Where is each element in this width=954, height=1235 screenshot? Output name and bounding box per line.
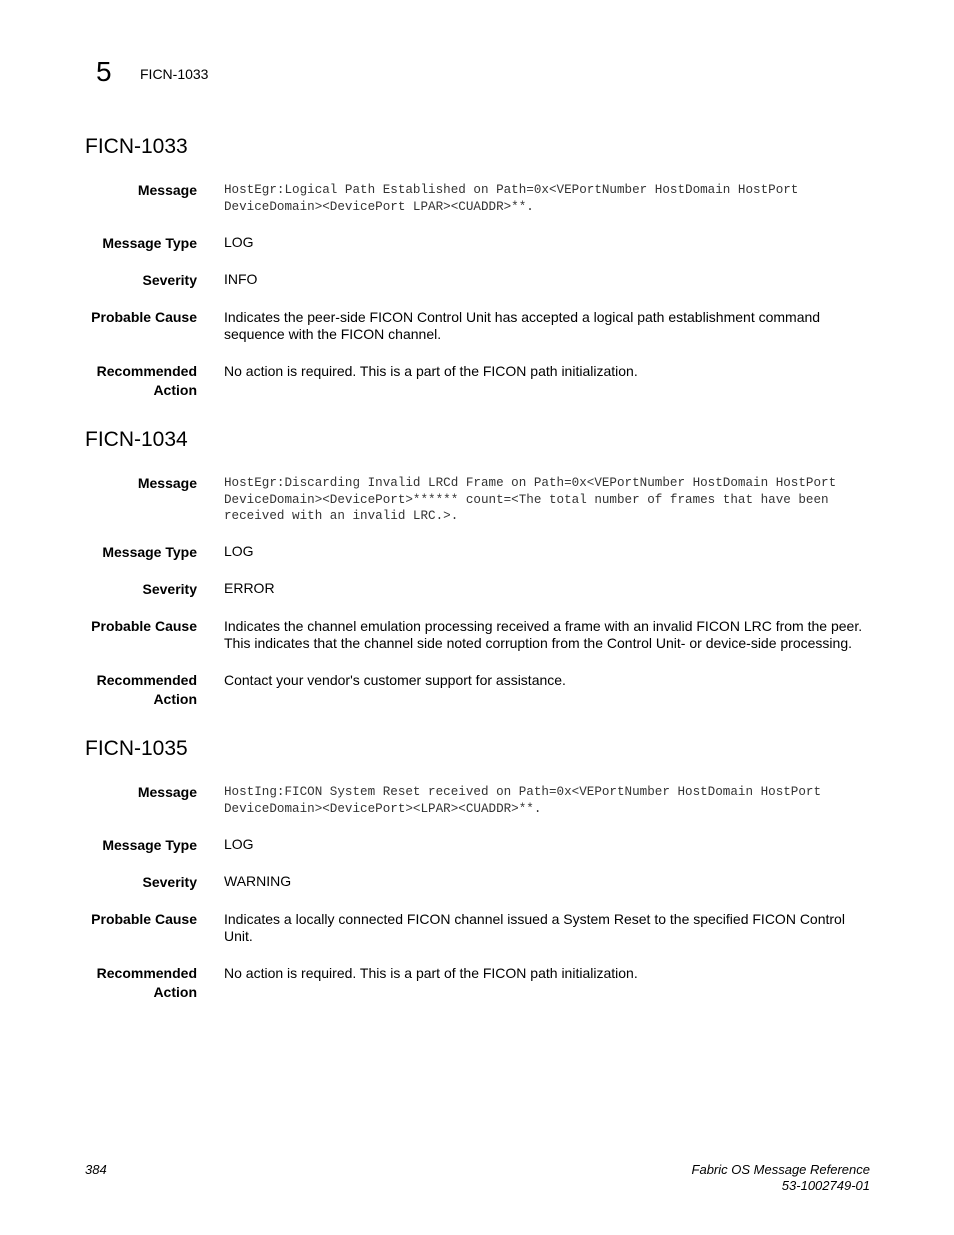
message-value: HostEgr:Logical Path Established on Path=0x<VEPortNumber HostDomain HostPort DeviceDomain><DevicePort LPAR><CUADDR>**. bbox=[224, 183, 799, 214]
probable-cause-label: Probable Cause bbox=[91, 309, 197, 325]
message-label: Message bbox=[137, 784, 197, 800]
recommended-label-line2: Action bbox=[153, 691, 197, 707]
chapter-title: FICN-1033 bbox=[140, 66, 209, 82]
recommended-label-line1: Recommended bbox=[96, 965, 197, 981]
recommended-action-label bbox=[67, 362, 197, 400]
message-type-value: LOG bbox=[224, 836, 254, 852]
severity-value: ERROR bbox=[224, 580, 275, 596]
recommended-action-value: No action is required. This is a part of the FICON path initialization. bbox=[224, 363, 638, 379]
probable-cause-value: Indicates the peer-side FICON Control Unit has accepted a logical path establishment command sequence with the FICON channel. bbox=[224, 309, 821, 342]
recommended-label-line1: Recommended bbox=[96, 672, 197, 688]
recommended-action-value: Contact your vendor's customer support for assistance. bbox=[224, 672, 566, 688]
recommended-label-line2: Action bbox=[153, 984, 197, 1000]
doc-number: 53-1002749-01 bbox=[781, 1178, 870, 1193]
severity-label: Severity bbox=[142, 272, 197, 288]
section-title: FICN-1035 bbox=[85, 737, 188, 760]
recommended-label-line2: Action bbox=[153, 382, 197, 398]
doc-title: Fabric OS Message Reference bbox=[691, 1162, 870, 1177]
message-value: HostIng:FICON System Reset received on Path=0x<VEPortNumber HostDomain HostPort DeviceDomain><DevicePort><LPAR><CUADDR>**. bbox=[224, 785, 822, 816]
message-type-label: Message Type bbox=[102, 544, 197, 560]
probable-cause-label: Probable Cause bbox=[91, 911, 197, 927]
severity-label: Severity bbox=[142, 874, 197, 890]
message-value: HostEgr:Discarding Invalid LRCd Frame on Path=0x<VEPortNumber HostDomain HostPort DeviceDomain><DevicePort>****** count=<The total number of frames that have been received with an invalid LRC.>. bbox=[224, 476, 837, 524]
probable-cause-label: Probable Cause bbox=[91, 618, 197, 634]
probable-cause-value: Indicates the channel emulation processing received a frame with an invalid FICON LRC from the peer. This indicates that the channel side noted corruption from the Control Unit- or device-side processing. bbox=[224, 618, 863, 651]
message-type-label: Message Type bbox=[102, 837, 197, 853]
recommended-action-label bbox=[67, 964, 197, 1002]
message-type-value: LOG bbox=[224, 234, 254, 250]
message-label: Message bbox=[137, 182, 197, 198]
probable-cause-value: Indicates a locally connected FICON channel issued a System Reset to the specified FICON Control Unit. bbox=[224, 911, 845, 944]
recommended-action-label bbox=[67, 671, 197, 709]
message-type-label: Message Type bbox=[102, 235, 197, 251]
page-number: 384 bbox=[85, 1162, 107, 1177]
recommended-label-line1: Recommended bbox=[96, 363, 197, 379]
page-footer bbox=[692, 1162, 870, 1194]
severity-value: INFO bbox=[224, 271, 258, 287]
severity-label: Severity bbox=[142, 581, 197, 597]
chapter-number: 5 bbox=[96, 56, 112, 87]
section-title: FICN-1033 bbox=[85, 135, 188, 158]
message-type-value: LOG bbox=[224, 543, 254, 559]
message-label: Message bbox=[137, 475, 197, 491]
severity-value: WARNING bbox=[224, 873, 292, 889]
recommended-action-value: No action is required. This is a part of the FICON path initialization. bbox=[224, 965, 638, 981]
section-title: FICN-1034 bbox=[85, 428, 188, 451]
